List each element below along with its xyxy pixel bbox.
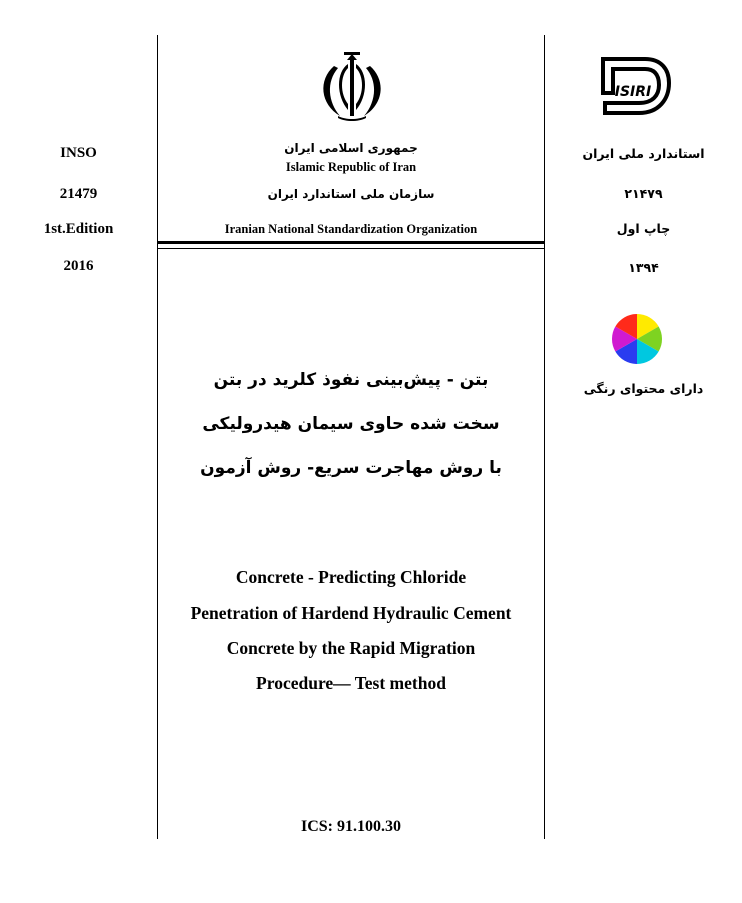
title-en-line-2: Penetration of Hardend Hydraulic Cement — [190, 603, 512, 623]
svg-text:ISIRI: ISIRI — [614, 84, 652, 100]
ics-code: ICS: 91.100.30 — [300, 818, 401, 835]
header-rule-thin — [157, 248, 545, 249]
edition-fa: چاپ اول — [616, 221, 671, 236]
edition-en: 1st.Edition — [43, 221, 114, 237]
isiri-logo — [595, 55, 673, 119]
left-divider — [157, 35, 158, 839]
color-wheel-icon — [611, 313, 663, 365]
year-fa: ۱۳۹۴ — [628, 260, 659, 275]
iran-emblem-icon — [318, 52, 386, 122]
title-fa-line-1: بتن - پیش‌بینی نفوذ کلرید در بتن — [213, 370, 489, 390]
title-en-line-3: Concrete by the Rapid Migration — [226, 638, 476, 658]
standard-number-fa: ۲۱۴۷۹ — [624, 186, 663, 201]
year-en: 2016 — [63, 258, 94, 274]
title-en-line-1: Concrete - Predicting Chloride — [235, 567, 467, 587]
standard-number-en: 21479 — [59, 186, 98, 202]
inso-label: INSO — [60, 145, 97, 161]
title-fa-line-3: با روش مهاجرت سریع- روش آزمون — [200, 458, 502, 478]
color-content-note-fa: دارای محتوای رنگی — [583, 381, 704, 396]
title-fa-line-2: سخت شده حاوی سیمان هیدرولیکی — [202, 414, 500, 434]
header-rule-thick — [157, 241, 545, 244]
organization-name-en: Iranian National Standardization Organization — [224, 222, 478, 236]
organization-name-fa: سازمان ملی استاندارد ایران — [267, 187, 435, 201]
country-name-fa: جمهوری اسلامی ایران — [284, 141, 418, 155]
country-name-en: Islamic Republic of Iran — [285, 160, 417, 174]
national-standard-label-fa: استاندارد ملی ایران — [582, 146, 705, 161]
title-en-line-4: Procedure— Test method — [256, 673, 446, 693]
